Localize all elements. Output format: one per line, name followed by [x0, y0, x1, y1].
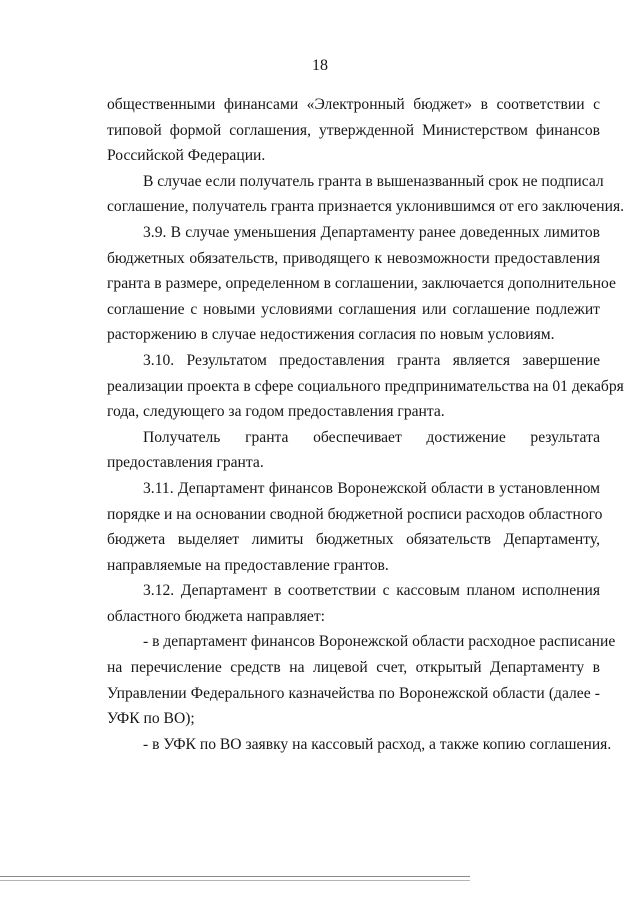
- text-line: Получатель гранта обеспечивает достижение результата: [143, 428, 600, 446]
- text-line: бюджетных обязательств, приводящего к невозможности предоставления: [107, 249, 600, 267]
- text-line: В случае если получатель гранта в вышеназванный срок не подписал: [143, 172, 604, 190]
- document-body: [107, 92, 625, 757]
- footer-divider: [0, 880, 470, 881]
- text-line: 3.12. Департамент в соответствии с кассовым планом исполнения: [143, 582, 600, 600]
- text-line: на перечисление средств на лицевой счет, открытый Департаменту в: [107, 659, 600, 677]
- text-line: соглашение, получатель гранта признается уклонившимся от его заключения.: [107, 198, 625, 216]
- text-line: областного бюджета направляет:: [107, 607, 325, 625]
- text-line: предоставления гранта.: [107, 454, 264, 472]
- text-line: типовой формой соглашения, утвержденной Министерством финансов: [107, 121, 600, 139]
- text-line: соглашение с новыми условиями соглашения или соглашение подлежит: [107, 300, 600, 318]
- text-line: гранта в размере, определенном в соглашении, заключается дополнительное: [107, 275, 616, 293]
- text-line: направляемые на предоставление грантов.: [107, 556, 389, 574]
- text-line: года, следующего за годом предоставления гранта.: [107, 403, 445, 421]
- text-line: реализации проекта в сфере социального предпринимательства на 01 декабря: [107, 377, 624, 395]
- text-line: УФК по ВО);: [107, 710, 195, 728]
- text-line: общественными финансами «Электронный бюджет» в соответствии с: [107, 96, 600, 113]
- text-line: 3.11. Департамент финансов Воронежской области в установленном: [143, 479, 600, 497]
- text-line: расторжению в случае недостижения согласия по новым условиям.: [107, 326, 555, 344]
- page-number: 18: [312, 57, 328, 74]
- text-line: 3.10. Результатом предоставления гранта является завершение: [143, 351, 600, 369]
- text-line: Управлении Федерального казначейства по Воронежской области (далее -: [107, 684, 600, 702]
- text-line: - в департамент финансов Воронежской области расходное расписание: [143, 633, 616, 651]
- text-line: порядке и на основании сводной бюджетной росписи расходов областного: [107, 505, 603, 523]
- text-line: 3.9. В случае уменьшения Департаменту ранее доведенных лимитов: [143, 223, 600, 241]
- text-line: бюджета выделяет лимиты бюджетных обязательств Департаменту,: [107, 531, 600, 549]
- footer-divider: [0, 876, 470, 877]
- text-line: - в УФК по ВО заявку на кассовый расход, а также копию соглашения.: [143, 735, 612, 753]
- text-line: Российской Федерации.: [107, 147, 266, 165]
